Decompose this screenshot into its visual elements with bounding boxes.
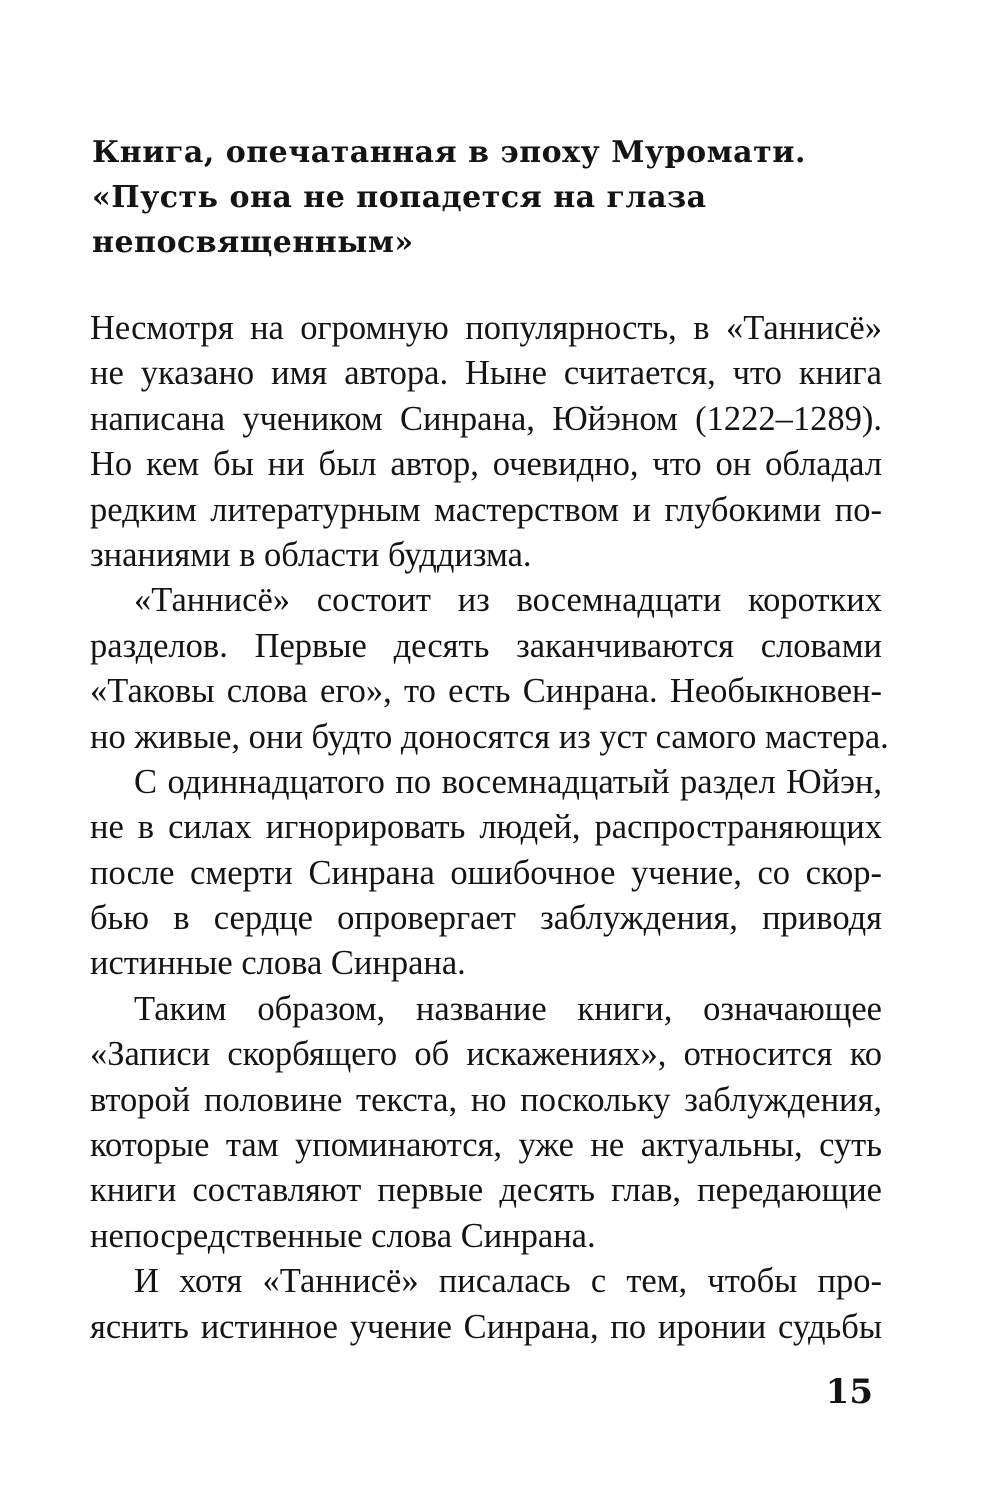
heading-line: непосвященным»: [92, 225, 414, 260]
text-line: разделов. Первые десять заканчиваются словами: [90, 626, 882, 665]
text-line: бью в сердце опровергает заблуждения, приводя: [90, 899, 882, 938]
text-line: редким литературным мастерством и глубокими по-: [90, 490, 882, 529]
text-line: Но кем бы ни был автор, очевидно, что он обладал: [90, 445, 882, 484]
heading-line: Книга, опечатанная в эпоху Муромати.: [92, 135, 806, 170]
text-line: Таким образом, название книги, означающее: [134, 989, 882, 1028]
page-number: 15: [825, 1372, 873, 1412]
text-line: после смерти Синрана ошибочное учение, со скор-: [90, 853, 882, 892]
text-line: знаниями в области буддизма.: [90, 535, 532, 574]
text-line: «Записи скорбящего об искажениях», относится ко: [90, 1035, 882, 1074]
text-line: написана учеником Синрана, Юйэном (1222–1289).: [90, 399, 882, 438]
text-line: не указано имя автора. Ныне считается, что книга: [90, 354, 882, 393]
text-line: «Таннисё» состоит из восемнадцати коротких: [134, 581, 882, 620]
section-heading: [92, 130, 892, 265]
text-line: «Таковы слова его», то есть Синрана. Необыкновен-: [90, 672, 882, 711]
text-line: второй половине текста, но поскольку заблуждения,: [90, 1080, 882, 1119]
text-line: С одиннадцатого по восемнадцатый раздел Юйэн,: [134, 762, 882, 801]
text-line: которые там упоминаются, уже не актуальны, суть: [90, 1126, 882, 1165]
body-text: [90, 306, 889, 1350]
text-line: не в силах игнорировать людей, распространяющих: [90, 808, 882, 847]
text-line: Несмотря на огромную популярность, в «Таннисё»: [90, 309, 882, 347]
text-line: истинные слова Синрана.: [90, 944, 466, 983]
text-line: И хотя «Таннисё» писалась с тем, чтобы про-: [134, 1262, 882, 1301]
text-line: книги составляют первые десять глав, передающие: [90, 1171, 882, 1210]
text-line: яснить истинное учение Синрана, по иронии судьбы: [90, 1307, 882, 1346]
text-line: но живые, они будто доносятся из уст самого мастера.: [90, 717, 889, 756]
text-line: непосредственные слова Синрана.: [90, 1216, 596, 1255]
heading-line: «Пусть она не попадется на глаза: [92, 180, 707, 215]
